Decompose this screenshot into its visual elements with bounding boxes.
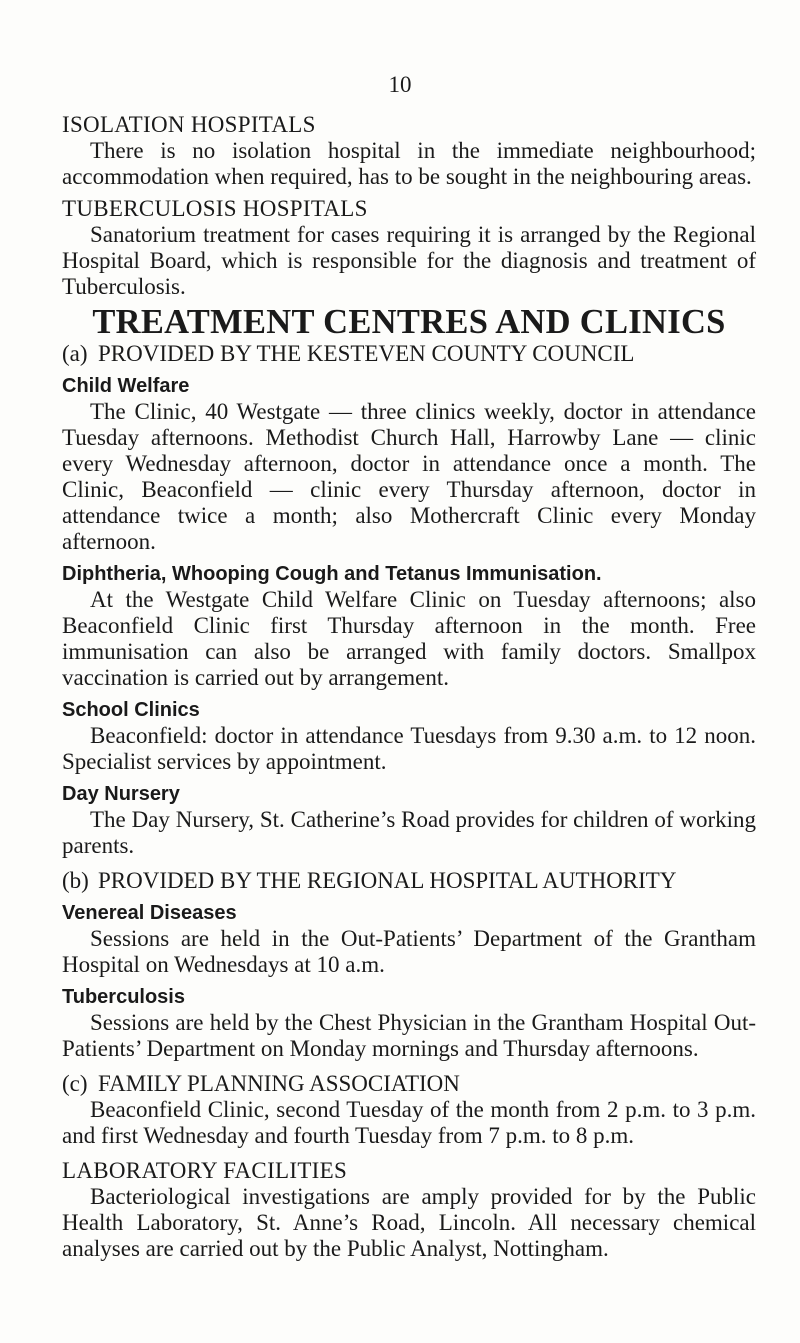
child-welfare-text: The Clinic, 40 Westgate — three clinics weekly, doctor in attendance Tuesday afternoons. Methodist Church Hall, Harrowby Lane — clinic every Wednesday afternoon, doctor in attendance once a month. The Clinic, Beaconfield — clinic every Thursday afternoon, doctor in attendance twice a month; also Mothercraft Clinic every Monday afternoon. <box>62 399 756 554</box>
section-b-heading <box>62 868 756 894</box>
immunisation-text: At the Westgate Child Welfare Clinic on Tuesday afternoons; also Beaconfield Clinic first Thursday afternoon in the month. Free immunisation can also be arranged with family doctors. Smallpox vaccination is carried out by arrangement. <box>62 587 756 690</box>
venereal-diseases-text: Sessions are held in the Out-Patients’ Department of the Grantham Hospital on Wednesdays at 10 a.m. <box>62 926 756 977</box>
section-c-title: FAMILY PLANNING ASSOCIATION <box>98 1071 460 1096</box>
tuberculosis-text: Sessions are held by the Chest Physician in the Grantham Hospital Out-Patients’ Department on Monday mornings and Thursday afternoons. <box>62 1010 756 1061</box>
section-a-letter: (a) <box>62 341 88 366</box>
school-clinics-text: Beaconfield: doctor in attendance Tuesdays from 9.30 a.m. to 12 noon. Specialist services by appointment. <box>62 723 756 774</box>
day-nursery-heading: Day Nursery <box>62 783 180 805</box>
tuberculosis-hospitals-heading: TUBERCULOSIS HOSPITALS <box>62 196 368 221</box>
isolation-hospitals-text: There is no isolation hospital in the immediate neighbourhood; accommodation when required, has to be sought in the neighbouring areas. <box>62 138 756 189</box>
section-b-letter: (b) <box>62 868 89 893</box>
section-c-heading <box>62 1071 756 1097</box>
tuberculosis-hospitals-text: Sanatorium treatment for cases requiring it is arranged by the Regional Hospital Board, which is responsible for the diagnosis and treatment of Tuberculosis. <box>62 222 756 299</box>
child-welfare-heading: Child Welfare <box>62 375 190 397</box>
treatment-centres-heading: TREATMENT CENTRES AND CLINICS <box>92 303 726 341</box>
school-clinics-heading: School Clinics <box>62 699 200 721</box>
section-c-letter: (c) <box>62 1071 88 1096</box>
section-a-title: PROVIDED BY THE KESTEVEN COUNTY COUNCIL <box>98 341 635 366</box>
laboratory-facilities-text: Bacteriological investigations are amply provided for by the Public Health Laboratory, St. Anne’s Road, Lincoln. All necessary chemical analyses are carried out by the Public Analyst, Nottingham. <box>62 1184 756 1261</box>
tuberculosis-heading: Tuberculosis <box>62 986 185 1008</box>
section-a-heading <box>62 341 756 367</box>
page-content <box>62 112 756 1262</box>
day-nursery-text: The Day Nursery, St. Catherine’s Road provides for children of working parents. <box>62 807 756 858</box>
section-b-title: PROVIDED BY THE REGIONAL HOSPITAL AUTHORITY <box>98 868 677 893</box>
laboratory-facilities-heading: LABORATORY FACILITIES <box>62 1158 348 1183</box>
page-number: 10 <box>388 72 412 97</box>
isolation-hospitals-heading: ISOLATION HOSPITALS <box>62 112 316 137</box>
family-planning-text: Beaconfield Clinic, second Tuesday of the month from 2 p.m. to 3 p.m. and first Wednesday and fourth Tuesday from 7 p.m. to 8 p.m. <box>62 1097 756 1148</box>
immunisation-heading: Diphtheria, Whooping Cough and Tetanus Immunisation. <box>62 563 602 585</box>
venereal-diseases-heading: Venereal Diseases <box>62 902 237 924</box>
